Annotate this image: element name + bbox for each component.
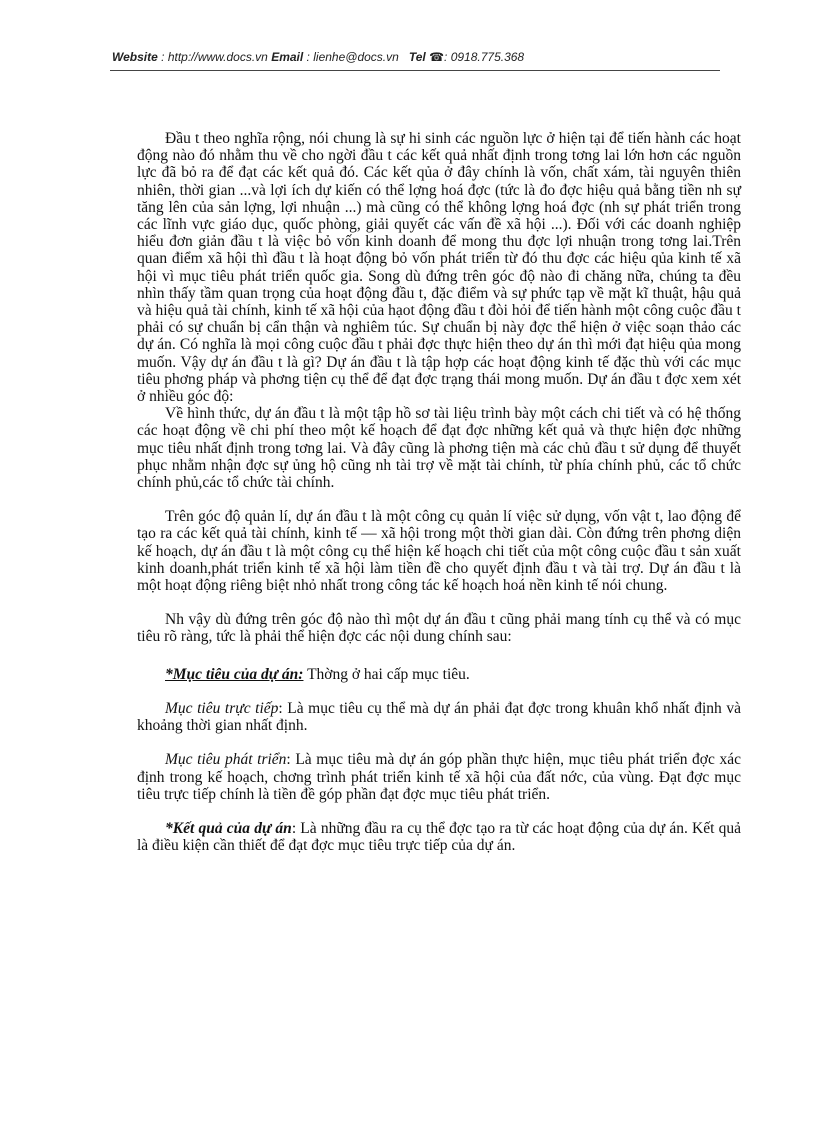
email-value[interactable]: lienhe@docs.vn — [313, 50, 399, 64]
email-label: Email — [271, 50, 304, 64]
paragraph-objectives — [137, 666, 741, 683]
paragraph-management: Trên góc độ quản lí, dự án đầu t là một công cụ quản lí việc sử dụng, vốn vật t, lao động để tạo ra các kết quả tài chính, kinh tế — xã hội trong một thời gian dài. Còn đứng trên phơng diện kế hoạch, dự án đầu t là một công cụ thể hiện kế hoạch chi tiết của một công cuộc đầu t sản xuất kinh doanh,phát triển kinh tế xã hội làm tiền đề cho quyết định đầu t và tài trợ. Dự án đầu t là một hoạt động riêng biệt nhỏ nhất trong công tác kế hoạch hoá nền kinh tế nói chung. — [137, 508, 741, 595]
website-url[interactable]: http://www.docs.vn — [167, 50, 268, 64]
development-objective-text: : Là mục tiêu mà dự án góp phần thực hiện, mục tiêu phát triển đợc xác định trong kế hoạch, chơng trình phát triển kinh tế xã hội của đất nớc, của vùng. Đạt đợc mục tiêu trực tiếp chính là tiền đề góp phần đạt đợc mục tiêu phát triển. — [137, 751, 741, 803]
website-label: Website — [112, 50, 158, 64]
page-header — [112, 50, 728, 64]
phone-icon: ☎ — [429, 50, 445, 64]
tel-value: : 0918.775.368 — [444, 50, 525, 64]
results-text: : Là những đầu ra cụ thể đợc tạo ra từ các hoạt động của dự án. Kết quả là điều kiện cần thiết để đạt đợc mục tiêu trực tiếp của dự án. — [137, 819, 741, 855]
development-objective-heading: Mục tiêu phát triển — [165, 751, 287, 769]
header-divider — [110, 70, 720, 71]
website-separator: : — [157, 50, 168, 64]
results-heading: *Kết quả của dự án — [165, 819, 292, 837]
paragraph-direct-objective — [137, 700, 741, 734]
email-separator: : — [303, 50, 314, 64]
direct-objective-text: : Là mục tiêu cụ thể mà dự án phải đạt đợc trong khuân khổ nhất định và khoảng thời gian nhất định. — [137, 699, 741, 735]
paragraph-results — [137, 820, 741, 854]
paragraph-summary: Nh vậy dù đứng trên góc độ nào thì một dự án đầu t cũng phải mang tính cụ thể và có mục tiêu rõ ràng, tức là phải thể hiện đợc các nội dung chính sau: — [137, 611, 741, 646]
document-body — [137, 130, 741, 854]
objectives-heading: *Mục tiêu của dự án: — [165, 665, 304, 683]
objectives-text: Thờng ở hai cấp mục tiêu. — [303, 665, 470, 683]
paragraph-intro: Đầu t theo nghĩa rộng, nói chung là sự hi sinh các nguồn lực ở hiện tại để tiến hành các hoạt động nào đó nhằm thu về cho ngời đầu t các kết quả nhất định trong tơng lai lớn hơn các nguồn lực đã bỏ ra để đạt các kết quả đó. Các kết qủa ở đây chính là vốn, chất xám, tài nguyên thiên nhiên, thời gian ...và lợi ích dự kiến có thể lợng hoá đợc (tức là đo đợc hiệu quả bằng tiền nh sự tăng lên của sản lợng, lợi nhuận ...) mà cũng có thể không lợng hoá đợc (nh sự phát triển trong các lĩnh vực giáo dục, quốc phòng, giải quyết các vấn đề xã hội ...). Đối với các doanh nghiệp hiểu đơn giản đầu t là việc bỏ vốn kinh doanh để mong thu đợc lợi nhuận trong tơng lai.Trên quan điểm xã hội thì đầu t là hoạt động bỏ vốn phát triển từ đó thu đợc các hiệu qủa kinh tế xã hội vì mục tiêu phát triển quốc gia. Song dù đứng trên góc độ nào đi chăng nữa, chúng ta đều nhìn thấy tầm quan trọng của hoạt động đầu t, đặc điểm và sự phức tạp về mặt kĩ thuật, hậu quả và hiệu quả tài chính, kinh tế xã hội của hạot động đầu t đòi hỏi để tiến hành một công cuộc đầu t phải có sự chuẩn bị cẩn thận và nghiêm túc. Sự chuẩn bị này đợc thể hiện ở việc soạn thảo các dự án. Có nghĩa là mọi công cuộc đầu t phải đợc thực hiện theo dự án thì mới đạt hiệu qủa mong muốn. Vậy dự án đầu t là gì? Dự án đầu t là tập hợp các hoạt động kinh tế đặc thù với các mục tiêu phơng pháp và phơng tiện cụ thể để đạt đợc trạng thái mong muốn. Dự án đầu t đợc xem xét ở nhiều góc độ: — [137, 130, 741, 406]
paragraph-form: Về hình thức, dự án đầu t là một tập hồ sơ tài liệu trình bày một cách chi tiết và có hệ thống các hoạt động về chi phí theo một kế hoạch để đạt đợc những kết quả và thực hiện đợc những mục tiêu nhất định trong tơng lai. Và đây cũng là phơng tiện mà các chủ đầu t sử dụng để thuyết phục nhằm nhận đợc sự ủng hộ cũng nh tài trợ về mặt tài chính, từ phía chính phủ, các tổ chức chính phủ,các tổ chức tài chính. — [137, 405, 741, 492]
direct-objective-heading: Mục tiêu trực tiếp — [165, 699, 279, 717]
paragraph-development-objective — [137, 751, 741, 803]
tel-label: Tel — [408, 50, 426, 64]
